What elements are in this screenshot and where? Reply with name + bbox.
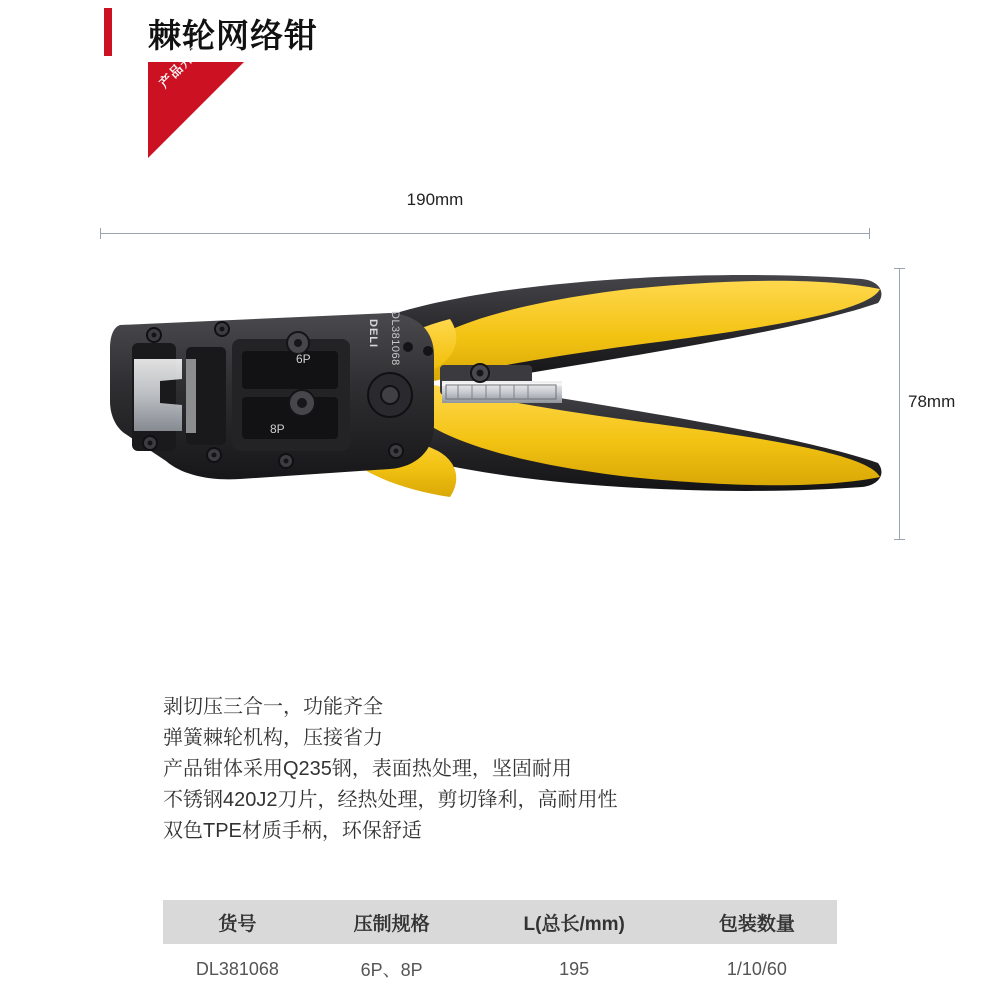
cell-package-qty: 1/10/60 [726,958,787,979]
cell-crimp-spec: 6P、8P [360,960,423,980]
width-dimension-line [100,233,870,234]
feature-item: 双色TPE材质手柄，环保舒适 [163,820,422,842]
svg-text:6P: 6P [296,352,311,366]
product-image [90,255,890,555]
cell-length: 195 [559,958,590,979]
column-header-item-no: 货号 [163,900,312,944]
table-row [163,944,837,994]
ribbon-label: 产品升级 [156,40,207,91]
height-dimension-label: 78mm [908,392,956,411]
page-header [0,0,1000,170]
title-accent-bar [104,8,112,56]
svg-text:DL381068: DL381068 [389,311,401,366]
svg-text:DELI: DELI [367,319,379,349]
height-dimension-line [899,268,900,540]
column-header-length: L(总长/mm) [472,900,677,944]
feature-item: 产品钳体采用Q235钢，表面热处理，坚固耐用 [163,758,572,780]
feature-item: 剥切压三合一，功能齐全 [163,696,383,718]
table-header-row [163,900,837,944]
feature-list [163,692,863,847]
width-dimension-label: 190mm [406,190,464,209]
spec-table [163,900,837,994]
upgrade-ribbon [148,40,244,158]
feature-item: 弹簧棘轮机构，压接省力 [163,727,383,749]
feature-item: 不锈钢420J2刀片，经热处理，剪切锋利，高耐用性 [163,789,618,811]
column-header-crimp-spec: 压制规格 [312,900,472,944]
svg-text:8P: 8P [270,422,285,436]
cell-item-no: DL381068 [195,958,279,979]
page-title: 棘轮网络钳 [148,17,318,54]
column-header-package-qty: 包装数量 [677,900,837,944]
